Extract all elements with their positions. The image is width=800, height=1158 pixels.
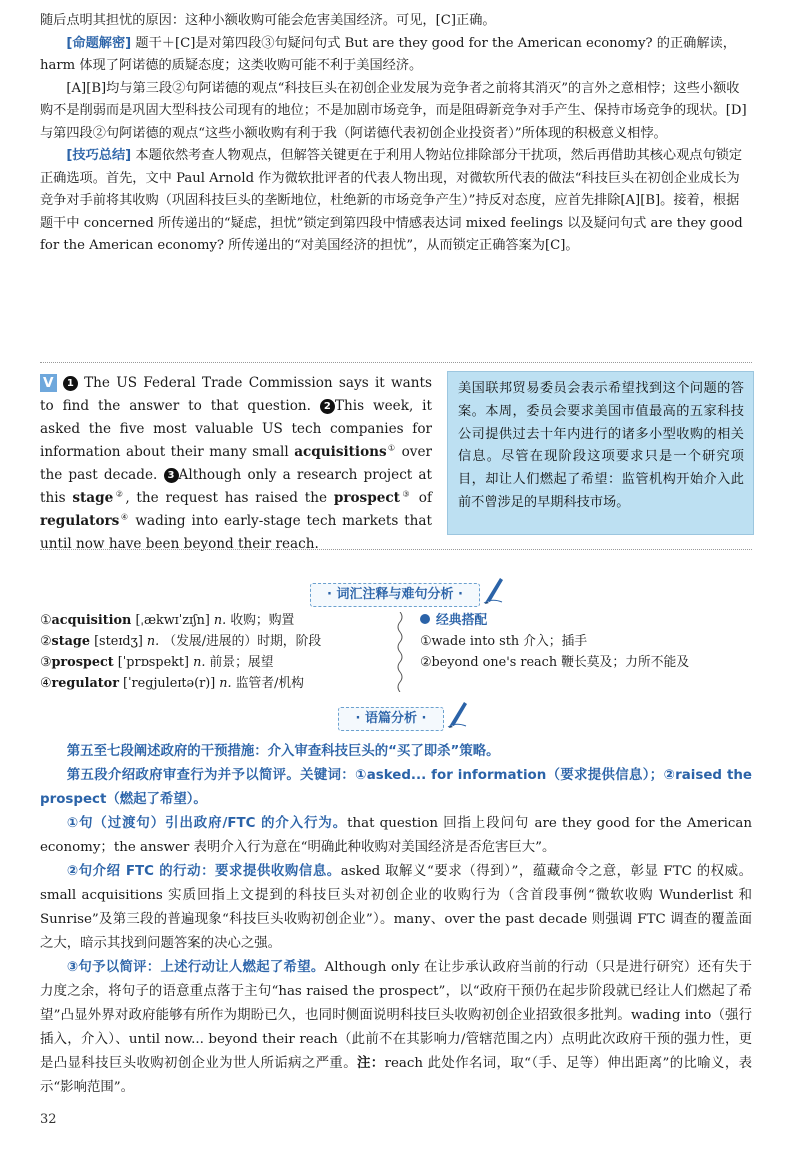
proposition-tag: [命题解密] — [66, 35, 132, 51]
sentence-2b: over the past decade. — [40, 444, 433, 483]
analysis-heading-2: 第五段介绍政府审查行为并予以简评。关键词：①asked... for information（要求提供信息）；②raised the prospect（燃起了希望）。 — [40, 768, 752, 807]
top-explanation — [40, 10, 752, 258]
options-paragraph: [A][B]均与第三段②句阿诺德的观点“科技巨头在初创企业发展为竞争者之前将其消灭”的言外之意相悖；这些小额收购不是削弱而是巩固大型科技公司现有的地位；不是加剧市场竞争，而是阻碍新竞争对手产生、保持市场竞争的现状。[D]与第四段②句阿诺德的观点“这些小额收购有利于我（阿诺德代表初创企业投资者）”所体现的积极意义相悖。 — [40, 80, 747, 141]
vocab-word: acquisition — [51, 613, 132, 628]
vocab-word-regulators: regulators — [40, 513, 120, 529]
collocation-title: 经典搭配 — [420, 610, 750, 631]
translation-box — [447, 371, 754, 535]
analysis-body — [40, 740, 752, 1100]
vocab-word: stage — [51, 634, 90, 649]
vocab-header: · 词汇注释与难句分析 · — [310, 583, 480, 607]
vocab-word: prospect — [51, 655, 114, 670]
vocab-word-stage: stage — [72, 490, 114, 506]
passage-mark: V — [40, 374, 57, 392]
analysis-header: · 语篇分析 · — [338, 707, 444, 731]
vocab-item: ④regulator [ˈregjuleɪtə(r)] n. 监管者/机构 — [40, 676, 304, 691]
vocab-item: ②stage [steɪdʒ] n. （发展/进展的）时期，阶段 — [40, 634, 322, 649]
pen-icon — [446, 698, 468, 728]
sentence-number: 2 — [320, 399, 335, 414]
collocation-item: ①wade into sth 介入；插手 — [420, 634, 588, 649]
squiggle-divider — [396, 612, 404, 692]
proposition-paragraph — [40, 33, 752, 78]
sentence-3c: of — [418, 490, 432, 506]
footnote-mark: ③ — [399, 489, 412, 499]
proposition-text: 题干＋[C]是对第四段③句疑问句式 But are they good for the American economy? 的正确解读，harm 体现了阿诺德的质疑态度；这类收购可能不利于美国经济。 — [40, 35, 736, 73]
collocation-item: ②beyond one's reach 鞭长莫及；力所不能及 — [420, 655, 690, 670]
translation-text: 美国联邦贸易委员会表示希望找到这个问题的答案。本周，委员会要求美国市值最高的五家科技公司提供过去十年内进行的诸多小型收购的相关信息。尽管在现阶段这项要求只是一个研究项目，却让人们燃起了希望：监管机构开始介入此前不曾涉足的早期科技市场。 — [458, 381, 744, 510]
analysis-heading-1: 第五至七段阐述政府的干预措施：介入审查科技巨头的“买了即杀”策略。 — [66, 744, 500, 759]
vocab-word-prospect: prospect — [333, 490, 400, 506]
vocab-item: ①acquisition [ˌækwɪˈzɪʃn] n. 收购；购置 — [40, 613, 295, 628]
sentence-2a: This week, it asked the five most valuable US tech companies for information about their many small — [40, 398, 432, 460]
sentence-3d: wading into early-stage tech markets that until now have been beyond their reach. — [40, 513, 432, 552]
vocab-word-acquisitions: acquisitions — [294, 444, 387, 460]
collocations — [420, 610, 750, 673]
vocab-list — [40, 610, 390, 694]
section-divider — [40, 362, 752, 363]
sentence-number: 1 — [63, 376, 78, 391]
technique-text: 本题依然考查人物观点，但解答关键更在于利用人物站位排除部分干扰项，然后再借助其核心观点句锁定正确选项。首先，文中 Paul Arnold 作为微软批评者的代表人物出现，对微软所代表的做法“科技巨头在初创企业成长为竞争对手前将其收购（巩固科技巨头的垄断地位，杜绝新的市场竞争产生）”持反对态度，应首先排除[A][B]。接着，根据题干中 concerned 所传递出的“疑虑，担忧”锁定到第四段中情感表达词 mixed feelings 以及疑问句式 are they good for the American economy? 所传递出的“对美国经济的担忧”，从而锁定正确答案为[C]。 — [40, 148, 743, 253]
top-line: 随后点明其担忧的原因：这种小额收购可能会危害美国经济。可见，[C]正确。 — [40, 13, 496, 28]
pen-icon — [482, 574, 504, 604]
analysis-sentence-3: ③句予以简评：上述行动让人燃起了希望。Although only 在让步承认政府当前的行动（只是进行研究）还有失于力度之余，将句子的语意重点落于主句“has raised the prospect”，以“政府干预仍在起步阶段就已经让人们燃起了希望”凸显外界对政府能够有所作为期盼已久，也同时侧面说明科技巨头收购初创企业招致很多批判。wading into（强行插入，介入）、until now... beyond their reach（此前不在其影响力/管辖范围之内）点明此次政府干预的强力性，更是凸显科技巨头收购初创企业为世人所诟病之严重。注：reach 此处作名词，取“（手、足等）伸出距离”的比喻义，表示“影响范围”。 — [40, 960, 753, 1095]
sentence-1: The US Federal Trade Commission says it wants to find the answer to that question. — [40, 375, 432, 414]
vocab-item: ③prospect [ˈprɒspekt] n. 前景；展望 — [40, 655, 274, 670]
analysis-sentence-2: ②句介绍 FTC 的行动：要求提供收购信息。asked 取解义“要求（得到）”，蕴藏命令之意，彰显 FTC 的权威。small acquisitions 实质回指上文提到的科技巨头对初创企业的收购行为（含首段事例“微软收购 Wunderlist 和 Sunrise”及第三段的普遍现象“科技巨头收购初创企业”）。many、over the past decade 则强调 FTC 调查的覆盖面之大，暗示其找到问题答案的决心之强。 — [40, 864, 752, 951]
technique-tag: [技巧总结] — [66, 148, 132, 163]
analysis-sentence-1: ①句（过渡句）引出政府/FTC 的介入行为。that question 回指上段问句 are they good for the American economy；the answer 表明介入行为意在“明确此种收购对美国经济是否危害巨大”。 — [40, 816, 752, 855]
footnote-mark: ① — [386, 443, 397, 453]
footnote-mark: ② — [113, 489, 126, 499]
sentence-3a: Although only a research project at this — [40, 467, 432, 506]
passage-v — [40, 372, 432, 556]
passage-divider — [40, 549, 752, 551]
technique-paragraph — [40, 145, 752, 258]
sentence-number: 3 — [164, 468, 179, 483]
vocab-word: regulator — [51, 676, 119, 691]
page-number: 32 — [40, 1112, 57, 1127]
sentence-3b: , the request has raised the — [125, 490, 328, 506]
footnote-mark: ④ — [119, 512, 130, 522]
bullet-icon — [420, 614, 430, 624]
